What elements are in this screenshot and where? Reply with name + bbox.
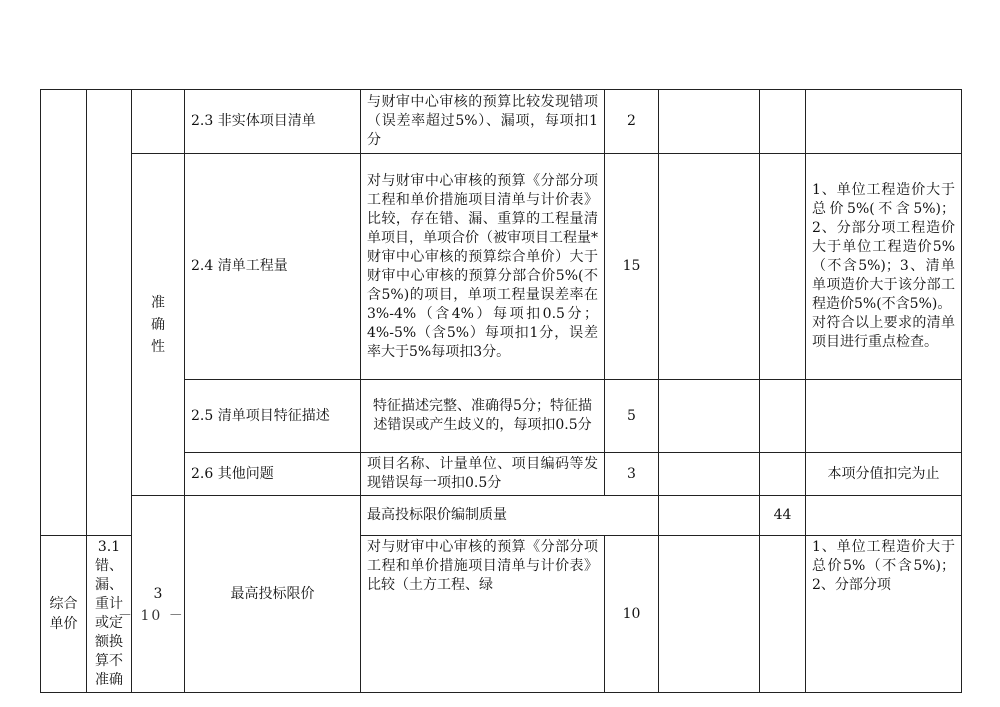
- table-row: [41, 90, 962, 154]
- deduction-cell: [659, 154, 760, 380]
- subcategory-unit-price: 综合单价: [41, 536, 87, 693]
- table-row: [41, 496, 962, 536]
- section-number: 3: [132, 496, 185, 693]
- item-note: 1、单位工程造价大于总价5%（不含5%)；2、分部分项: [806, 536, 962, 693]
- final-score-cell: [760, 536, 806, 693]
- item-score: 3: [605, 453, 659, 496]
- item-name: 2.3 非实体项目清单: [185, 90, 361, 154]
- item-criteria: 特征描述完整、准确得5分；特征描述错误或产生歧义的，每项扣0.5分: [361, 380, 605, 453]
- item-criteria: 对与财审中心审核的预算《分部分项工程和单价措施项目清单与计价表》比较（土方工程、绿: [361, 536, 605, 693]
- item-criteria: 对与财审中心审核的预算《分部分项工程和单价措施项目清单与计价表》比较，存在错、漏、重算的工程量清单项目，单项合价（被审项目工程量*财审中心审核的预算综合单价）大于财审中心审核的预算分部合价5%(不含5%)的项目，单项工程量误差率在3%-4%（含4%）每项扣0.5分；4%-5%（含5%）每项扣1分，误差率大于5%每项扣3分。: [361, 154, 605, 380]
- item-criteria: 与财审中心审核的预算比较发现错项（误差率超过5%）、漏项，每项扣1分: [361, 90, 605, 154]
- final-score-cell: [760, 154, 806, 380]
- final-score-cell: [760, 453, 806, 496]
- item-criteria: 项目名称、计量单位、项目编码等发现错误每一项扣0.5分: [361, 453, 605, 496]
- page-number: － 10 －: [118, 608, 185, 624]
- note-cell: [806, 380, 962, 453]
- item-note: 1、单位工程造价大于总价5%(不含5%)；2、分部分项工程造价大于单位工程造价5%（不含5%)；3、清单单项造价大于该分部工程造价5%(不含5%)。 对符合以上要求的清单项目进行重点检查。: [806, 154, 962, 380]
- item-name: 3.1 错、漏、重计或定额换算不准确: [87, 536, 132, 693]
- item-score: 10: [605, 536, 659, 693]
- item-note: 本项分值扣完为止: [806, 453, 962, 496]
- deduction-cell: [659, 380, 760, 453]
- subcategory-accuracy: 准确性: [132, 154, 185, 496]
- category-cell: [87, 90, 132, 536]
- item-score: 15: [605, 154, 659, 380]
- note-cell: [806, 90, 962, 154]
- subcategory-cell: [132, 90, 185, 154]
- final-score-cell: [760, 90, 806, 154]
- deduction-cell: [659, 90, 760, 154]
- index-cell: [41, 90, 87, 536]
- section-score: 44: [760, 496, 806, 536]
- item-score: 5: [605, 380, 659, 453]
- section-title: 最高投标限价编制质量: [361, 496, 659, 536]
- item-score: 2: [605, 90, 659, 154]
- item-name: 2.6 其他问题: [185, 453, 361, 496]
- item-name: 2.5 清单项目特征描述: [185, 380, 361, 453]
- section-category: 最高投标限价: [185, 496, 361, 693]
- table-row: [41, 154, 962, 380]
- deduction-cell: [806, 496, 962, 536]
- final-score-cell: [760, 380, 806, 453]
- item-name: 2.4 清单工程量: [185, 154, 361, 380]
- criteria-cell: [659, 496, 760, 536]
- deduction-cell: [659, 536, 760, 693]
- deduction-cell: [659, 453, 760, 496]
- scoring-table: [40, 89, 962, 693]
